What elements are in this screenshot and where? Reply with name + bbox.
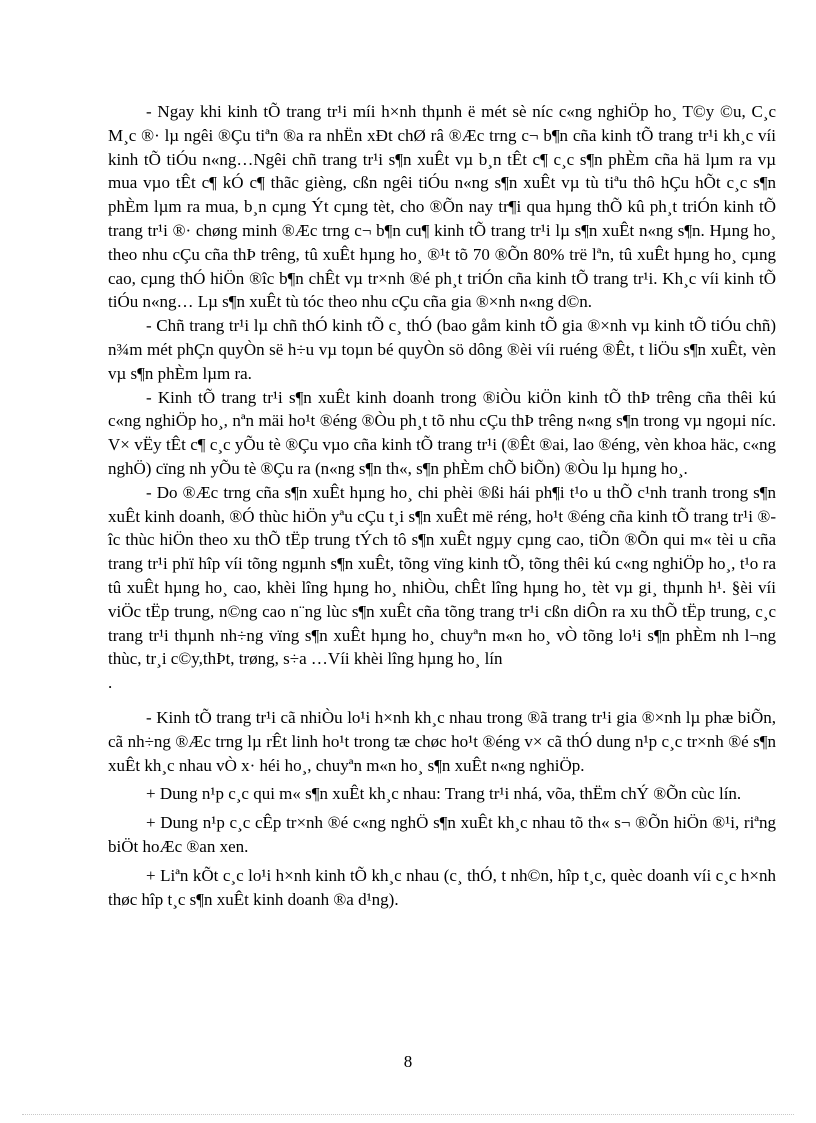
paragraph-stray-period: . [108, 673, 113, 693]
paragraph-characteristics-intro: - Ngay khi kinh tÕ trang tr¹i míi h×nh thµnh ë mét sè níc c«ng nghiÖp ho¸ T©y ©u, C¸c M¸c ®· lµ ngêi ®Çu tiªn ®a ra nhËn xÐt chØ râ ®Æc trng c¬ b¶n cña kinh tÕ trang tr¹i kh¸c víi kinh tÕ tiÓu n«ng…Ngêi chñ trang tr¹i s¶n xuÊt vµ b¸n tÊt c¶ c¸c s¶n phÈm cña hä lµm ra vµ mua vµo tÊt c¶ kÓ c¶ thãc gièng, cßn ngêi tiÓu n«ng s¶n xuÊt vµ tù tiªu thô hÇu hÕt c¸c s¶n phÈm lµm ra mua, b¸n cµng Ýt cµng tèt, cho ®Õn nay tr¶i qua hµng thÕ kû ph¸t triÓn kinh tÕ trang tr¹i ®· chøng minh ®Æc trng c¬ b¶n cu¶ kinh tÕ trang tr¹i lµ s¶n xuÊt n«ng s¶n. Hµng ho¸ theo nhu cÇu cña thÞ trêng, tû xuÊt hµng ho¸ ®¹t tõ 70 ®Õn 80% trë lªn, tû xuÊt hµng ho¸ cµng cao, cµng thÓ hiÖn ®îc b¶n chÊt vµ tr×nh ®é ph¸t triÓn cña kinh tÕ trang tr¹i. Kh¸c víi kinh tÕ tiÓu n«ng… Lµ s¶n xuÊt tù tóc theo nhu cÇu cña gia ®×nh n«ng d©n. [108, 102, 776, 312]
paragraph-farm-owner: - Chñ trang tr¹i lµ chñ thÓ kinh tÕ c¸ thÓ (bao gåm kinh tÕ gia ®×nh vµ kinh tÕ tiÓu chñ) n¾m mét phÇn quyÒn së h÷u vµ toµn bé quyÒn sö dông ®èi víi ruéng ®Êt, t liÖu s¶n xuÊt, vèn vµ s¶n phÈm lµm ra. [108, 316, 776, 383]
list-item-economic-linkage: + Liªn kÕt c¸c lo¹i h×nh kinh tÕ kh¸c nhau (c¸ thÓ, t nh©n, hîp t¸c, quèc doanh víi c¸c h×nh thøc hîp t¸c s¶n xuÊt kinh doanh ®a d¹ng). [108, 865, 776, 909]
paragraph-farm-types: - Kinh tÕ trang tr¹i cã nhiÒu lo¹i h×nh kh¸c nhau trong ®ã trang tr¹i gia ®×nh lµ phæ biÕn, cã nh÷ng ®Æc trng lµ rÊt linh ho¹t trong tæ chøc ho¹t ®éng v× cã thÓ dung n¹p c¸c tr×nh ®é s¶n xuÊt kh¸c nhau vÒ x· héi ho¸, chuyªn m«n ho¸ s¶n xuÊt n«ng nghiÖp. [108, 707, 776, 775]
paragraph-commodity-production: - Do ®Æc trng cña s¶n xuÊt hµng ho¸ chi phèi ®ßi hái ph¶i t¹o u thÕ c¹nh tranh trong s¶n xuÊt kinh doanh, ®Ó thùc hiÖn yªu cÇu t¸i s¶n xuÊt më réng, ho¹t ®éng cña kinh tÕ trang tr¹i ®îc thùc hiÖn theo xu thÕ tËp trung tÝch tô s¶n xuÊt ngµy cµng cao, tiÕn ®Õn qui m« tèi u cña trang tr¹i phï hîp víi tõng ngµnh s¶n xuÊt, tõng vïng kinh tÕ, tõng thêi kú c«ng nghiÖp ho¸, t¹o ra tû xuÊt hµng ho¸ cao, khèi lîng hµng ho¸ nhiÒu, chÊt lîng hµng ho¸ tèt vµ gi¸ thµnh h¹. §èi víi viÖc tËp trung, n©ng cao n¨ng lùc s¶n xuÊt cña tõng trang tr¹i cßn diÔn ra xu thÕ tËp trung, c¸c trang tr¹i thµnh nh÷ng vïng s¶n xuÊt hµng ho¸ chuyªn m«n ho¸ vÒ tõng lo¹i s¶n phÈm nh l¬ng thùc, tr¸i c©y,thÞt, trøng, s÷a …Víi khèi lîng hµng ho¸ lín [108, 482, 776, 669]
list-item-technology: + Dung n¹p c¸c cÊp tr×nh ®é c«ng nghÖ s¶n xuÊt kh¸c nhau tõ th« s¬ ®Õn hiÖn ®¹i, riªng biÖt hoÆc ®an xen. [108, 813, 776, 856]
document-body [108, 100, 776, 911]
paragraph-market-economy: - Kinh tÕ trang tr¹i s¶n xuÊt kinh doanh trong ®iÒu kiÖn kinh tÕ thÞ trêng cña thêi kú c«ng nghiÖp ho¸, nªn mäi ho¹t ®éng ®Òu ph¸t tõ nhu cÇu thÞ trêng n«ng s¶n trong vµ ngoµi níc. V× vËy tÊt c¶ c¸c yÕu tè ®Çu vµo cña kinh tÕ trang tr¹i (®Êt ®ai, lao ®éng, vèn khoa häc, c«ng nghÖ) cïng nh yÕu tè ®Çu ra (n«ng s¶n th«, s¶n phÈm chÕ biÕn) ®Òu lµ hµng ho¸. [108, 387, 776, 478]
list-item-scale: + Dung n¹p c¸c qui m« s¶n xuÊt kh¸c nhau: Trang tr¹i nhá, võa, thËm chÝ ®Õn cùc lín. [146, 784, 742, 804]
page-bottom-divider [22, 1114, 794, 1115]
page-number: 8 [403, 1052, 413, 1071]
